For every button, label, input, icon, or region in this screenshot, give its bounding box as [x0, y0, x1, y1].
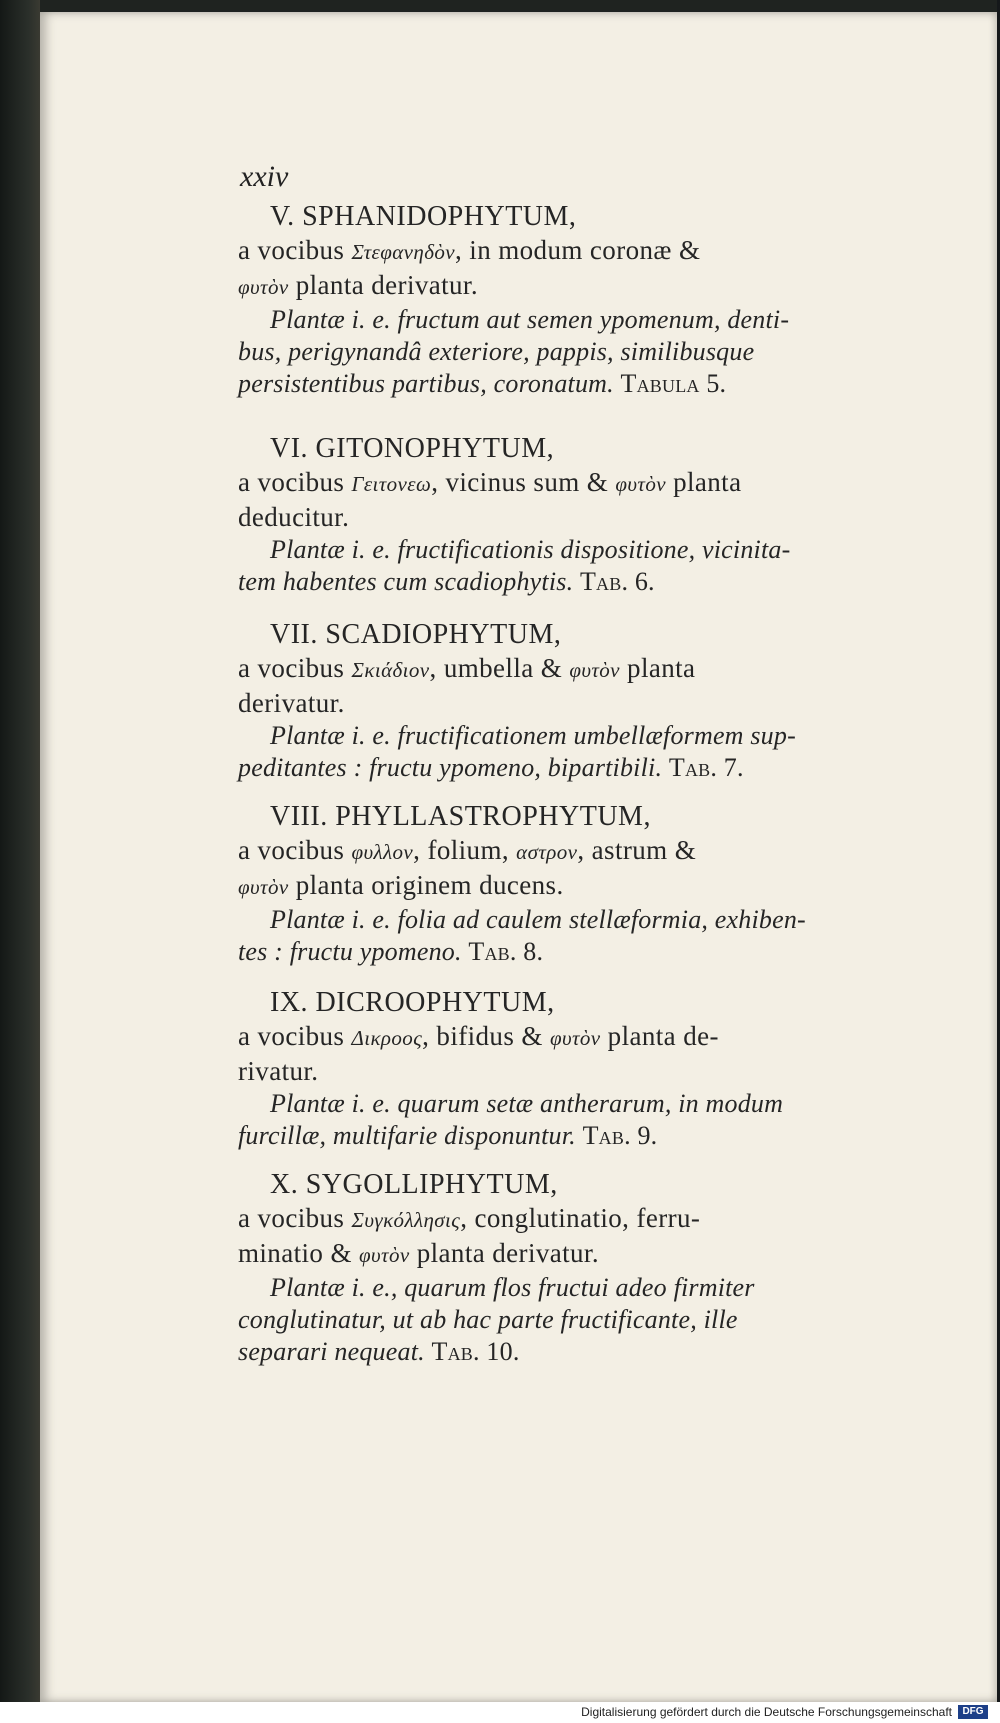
greek-word: φυτὸν [569, 658, 620, 682]
entry-heading: V. SPHANIDOPHYTUM, [270, 201, 577, 232]
description-line: conglutinatur, ut ab hac parte fructificante, ille [238, 1305, 738, 1334]
etymology-line: derivatur. [238, 688, 345, 718]
greek-word: φυτὸν [359, 1243, 410, 1267]
etymology-line: minatio & φυτὸν planta derivatur. [238, 1238, 599, 1268]
description-line: separari nequeat. Tab. 10. [238, 1337, 520, 1366]
etymology-line: a vocibus Σκιάδιον, umbella & φυτὸν planta [238, 653, 696, 683]
entry-heading: VIII. PHYLLASTROPHYTUM, [270, 801, 651, 832]
entry-heading: X. SYGOLLIPHYTUM, [270, 1169, 558, 1200]
plate-reference: Tab. [579, 567, 629, 596]
entry-heading: VI. GITONOPHYTUM, [270, 433, 555, 464]
etymology-line: a vocibus Γειτονεω, vicinus sum & φυτὸν planta [238, 467, 742, 497]
greek-word: φυτὸν [549, 1026, 601, 1050]
greek-word: Γειτονεω [351, 472, 432, 496]
greek-word: Σκιάδιον [351, 658, 430, 682]
etymology-line: deducitur. [238, 502, 350, 532]
description-line: peditantes : fructu ypomeno, bipartibili. Tab. 7. [238, 753, 744, 782]
description-line: Plantæ i. e. fructificationem umbellæformem sup- [270, 721, 796, 750]
greek-word: Δικροος [351, 1026, 423, 1050]
description-line: tes : fructu ypomeno. Tab. 8. [238, 937, 544, 966]
description-line: bus, perigynandâ exteriore, pappis, similibusque [238, 337, 755, 366]
description-line: Plantæ i. e., quarum flos fructui adeo firmiter [270, 1273, 755, 1302]
etymology-line: φυτὸν planta originem ducens. [238, 870, 564, 900]
etymology-line: φυτὸν planta derivatur. [238, 270, 478, 300]
funding-notice: Digitalisierung gefördert durch die Deutsche Forschungsgemeinschaft [581, 1705, 952, 1719]
etymology-line: a vocibus Στεφανηδὸν, in modum coronæ & [238, 235, 701, 265]
etymology-line: rivatur. [238, 1056, 319, 1086]
plate-reference: Tab. [431, 1337, 480, 1366]
entry-heading: VII. SCADIOPHYTUM, [270, 619, 562, 650]
entry-scadiophytum [238, 618, 878, 784]
entry-phyllastrophytum [238, 800, 878, 968]
plate-reference: Tab. [668, 753, 718, 782]
entry-heading: IX. DICROOPHYTUM, [270, 987, 555, 1018]
description-line: furcillæ, multifarie disponuntur. Tab. 9. [238, 1121, 658, 1150]
dfg-logo: DFG [958, 1705, 988, 1719]
greek-word: φυτὸν [238, 875, 289, 899]
greek-word: φυλλον [351, 840, 414, 864]
greek-word: αστρον [516, 840, 578, 864]
greek-word: φυτὸν [615, 472, 666, 496]
greek-word: φυτὸν [238, 275, 289, 299]
plate-reference: Tab. [582, 1121, 631, 1150]
description-line: Plantæ i. e. fructum aut semen ypomenum, denti- [270, 305, 790, 334]
entry-sphanidophytum [238, 200, 878, 400]
greek-word: Συγκόλλησις [351, 1208, 461, 1232]
entry-sygolliphytum [238, 1168, 878, 1368]
description-line: Plantæ i. e. folia ad caulem stellæformia, exhiben- [270, 905, 806, 934]
etymology-line: a vocibus Δικροος, bifidus & φυτὸν planta de- [238, 1021, 719, 1051]
entry-dicroophytum [238, 986, 878, 1152]
etymology-line: a vocibus Συγκόλλησις, conglutinatio, ferru- [238, 1203, 701, 1233]
description-line: tem habentes cum scadiophytis. Tab. 6. [238, 567, 655, 596]
greek-word: Στεφανηδὸν [351, 240, 455, 264]
plate-reference: Tabula [620, 369, 700, 398]
description-line: Plantæ i. e. fructificationis dispositione, vicinita- [270, 535, 791, 564]
page-number: xxiv [240, 160, 289, 193]
description-line: persistentibus partibus, coronatum. Tabula 5. [238, 369, 727, 398]
scan-binding-edge [0, 0, 40, 1723]
etymology-line: a vocibus φυλλον, folium, αστρον, astrum & [238, 835, 697, 865]
plate-reference: Tab. [468, 937, 517, 966]
description-line: Plantæ i. e. quarum setæ antherarum, in modum [270, 1089, 784, 1118]
entry-gitonophytum [238, 432, 878, 598]
